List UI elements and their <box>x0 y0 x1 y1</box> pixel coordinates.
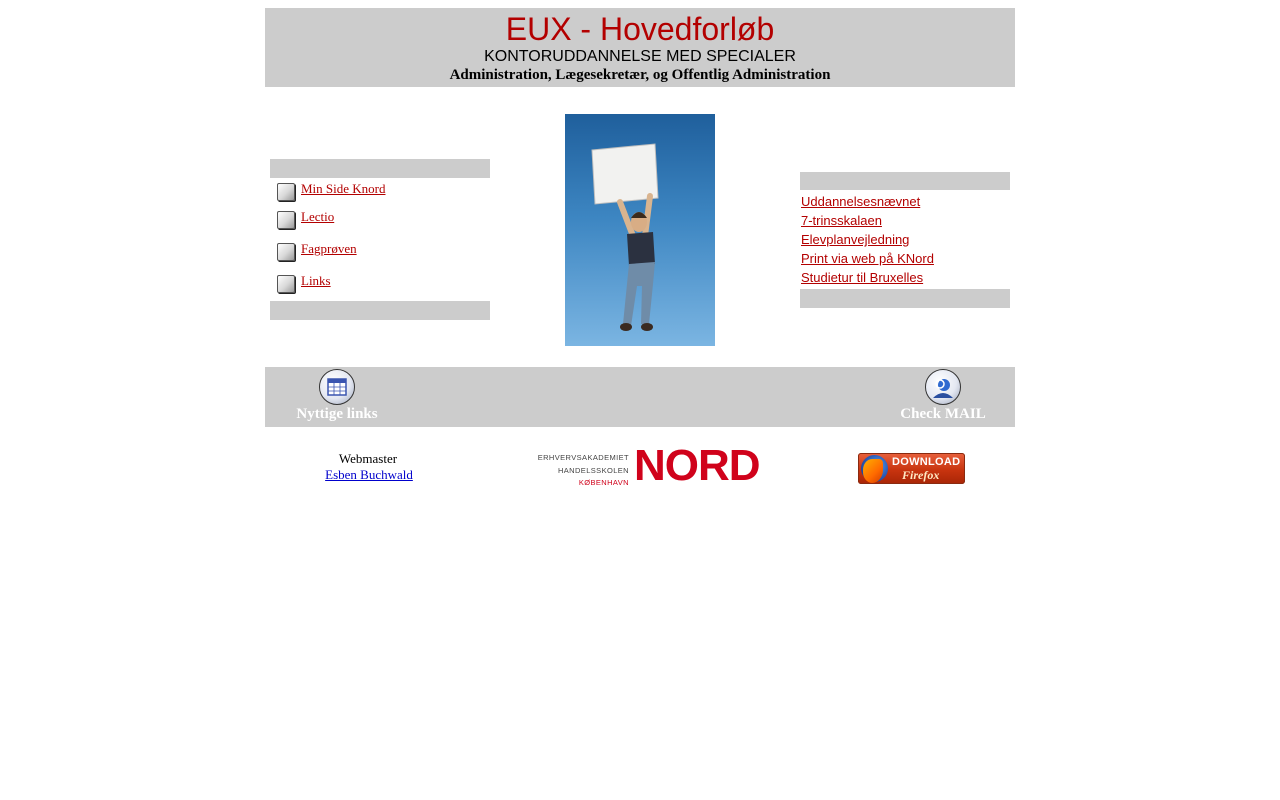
menu-box-icon <box>277 211 295 229</box>
webmaster-link[interactable]: Esben Buchwald <box>325 467 413 482</box>
logo-word: NORD <box>634 441 760 490</box>
left-menu-item-lectio[interactable]: Lectio <box>301 209 335 224</box>
logo-line-3: KØBENHAVN <box>578 478 629 487</box>
site-subtitle: KONTORUDDANNELSE MED SPECIALER <box>484 48 796 65</box>
download-firefox-button[interactable] <box>858 453 965 484</box>
right-menu-item-7-trinsskalaen[interactable]: 7-trinsskalaen <box>801 213 882 228</box>
logo-line-1: ERHVERVSAKADEMIET <box>537 453 629 462</box>
left-menu-bottom-bar <box>270 301 490 320</box>
left-menu-top-bar <box>270 159 490 178</box>
useful-links-link[interactable]: Nyttige links <box>296 406 378 422</box>
right-menu-item-print-via-web[interactable]: Print via web på KNord <box>801 251 934 266</box>
firefox-download-text: DOWNLOAD <box>892 456 961 468</box>
menu-box-icon <box>277 183 295 201</box>
left-menu-item-links[interactable]: Links <box>301 273 331 288</box>
knord-logo[interactable] <box>537 441 760 490</box>
firefox-icon <box>861 455 888 482</box>
site-title: EUX - Hovedforløb <box>505 11 775 47</box>
logo-line-2: HANDELSSKOLEN <box>557 466 629 475</box>
specialties-line: Administration, Lægesekretær, og Offentlig Administration <box>449 67 831 83</box>
webmaster-label: Webmaster <box>338 451 398 466</box>
right-menu-item-elevplanvejledning[interactable]: Elevplanvejledning <box>801 232 910 247</box>
jumping-man-photo <box>565 114 715 346</box>
mail-user-icon[interactable] <box>925 369 961 405</box>
right-menu-top-bar <box>800 172 1010 190</box>
menu-box-icon <box>277 243 295 261</box>
left-menu-item-fagproeven[interactable]: Fagprøven <box>301 241 357 256</box>
right-menu-item-studietur[interactable]: Studietur til Bruxelles <box>801 270 924 285</box>
firefox-name-text: Firefox <box>902 468 940 482</box>
calendar-icon[interactable] <box>319 369 355 405</box>
menu-box-icon <box>277 275 295 293</box>
right-menu-bottom-bar <box>800 289 1010 308</box>
page-header <box>265 8 1015 87</box>
bottom-link-bar <box>265 367 1015 427</box>
right-menu-item-uddannelsesnaevnet[interactable]: Uddannelsesnævnet <box>801 194 921 209</box>
left-menu-item-min-side-knord[interactable]: Min Side Knord <box>301 181 386 196</box>
check-mail-link[interactable]: Check MAIL <box>900 406 986 422</box>
